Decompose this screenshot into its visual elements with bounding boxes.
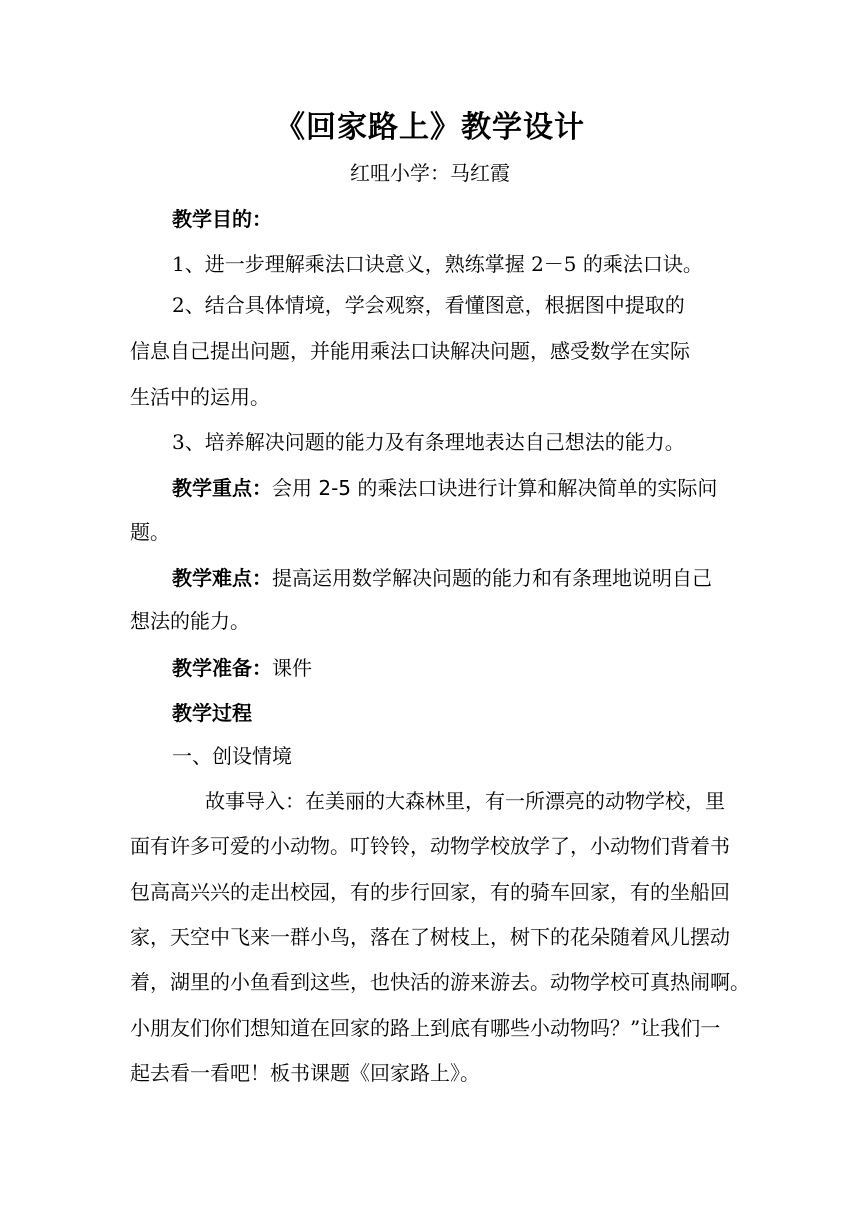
difficulty-line-1 bbox=[172, 563, 712, 593]
story-line-7: 起去看一看吧！板书课题《回家路上》。 bbox=[130, 1061, 480, 1085]
key-point-text-suffix: 的乘法口诀进行计算和解决简单的实际问 bbox=[351, 476, 718, 500]
difficulty-label: 教学难点： bbox=[172, 566, 272, 590]
preparation-label: 教学准备： bbox=[172, 656, 272, 680]
difficulty-line-2: 想法的能力。 bbox=[130, 609, 250, 633]
objective-2-line-2: 信息自己提出问题，并能用乘法口诀解决问题，感受数学在实际 bbox=[130, 339, 690, 363]
objective-2-line-1: 2、结合具体情境，学会观察，看懂图意，根据图中提取的 bbox=[172, 293, 685, 317]
objective-1: 1、进一步理解乘法口诀意义，熟练掌握 2－5 的乘法口诀。 bbox=[172, 252, 703, 276]
story-line-3: 包高高兴兴的走出校园，有的步行回家，有的骑车回家，有的坐船回 bbox=[130, 880, 730, 904]
story-line-2: 面有许多可爱的小动物。叮铃铃，动物学校放学了，小动物们背着书 bbox=[130, 834, 730, 858]
objective-3: 3、培养解决问题的能力及有条理地表达自己想法的能力。 bbox=[172, 430, 685, 454]
author-line: 红咀小学：马红霞 bbox=[350, 161, 510, 185]
story-line-1: 故事导入：在美丽的大森林里，有一所漂亮的动物学校，里 bbox=[205, 789, 725, 813]
preparation-line bbox=[172, 653, 312, 683]
section-1-heading: 一、创设情境 bbox=[172, 744, 292, 768]
objectives-heading: 教学目的： bbox=[172, 207, 272, 231]
story-line-6: 小朋友们你们想知道在回家的路上到底有哪些小动物吗？”让我们一 bbox=[130, 1016, 721, 1040]
story-line-5: 着，湖里的小鱼看到这些，也快活的游来游去。动物学校可真热闹啊。 bbox=[130, 970, 750, 994]
document-title: 《回家路上》教学设计 bbox=[275, 110, 585, 145]
key-point-text-highlight: 2-5 bbox=[318, 476, 352, 500]
objective-2-line-3: 生活中的运用。 bbox=[130, 385, 270, 409]
key-point-line-1 bbox=[172, 473, 717, 503]
difficulty-text-line-1: 提高运用数学解决问题的能力和有条理地说明自己 bbox=[272, 566, 712, 590]
key-point-label: 教学重点： bbox=[172, 476, 272, 500]
process-heading: 教学过程 bbox=[172, 701, 252, 725]
key-point-line-2: 题。 bbox=[130, 520, 170, 544]
key-point-text-prefix: 会用 bbox=[272, 476, 319, 500]
preparation-text: 课件 bbox=[272, 656, 312, 680]
story-line-4: 家，天空中飞来一群小鸟，落在了树枝上，树下的花朵随着风儿摆动 bbox=[130, 925, 730, 949]
